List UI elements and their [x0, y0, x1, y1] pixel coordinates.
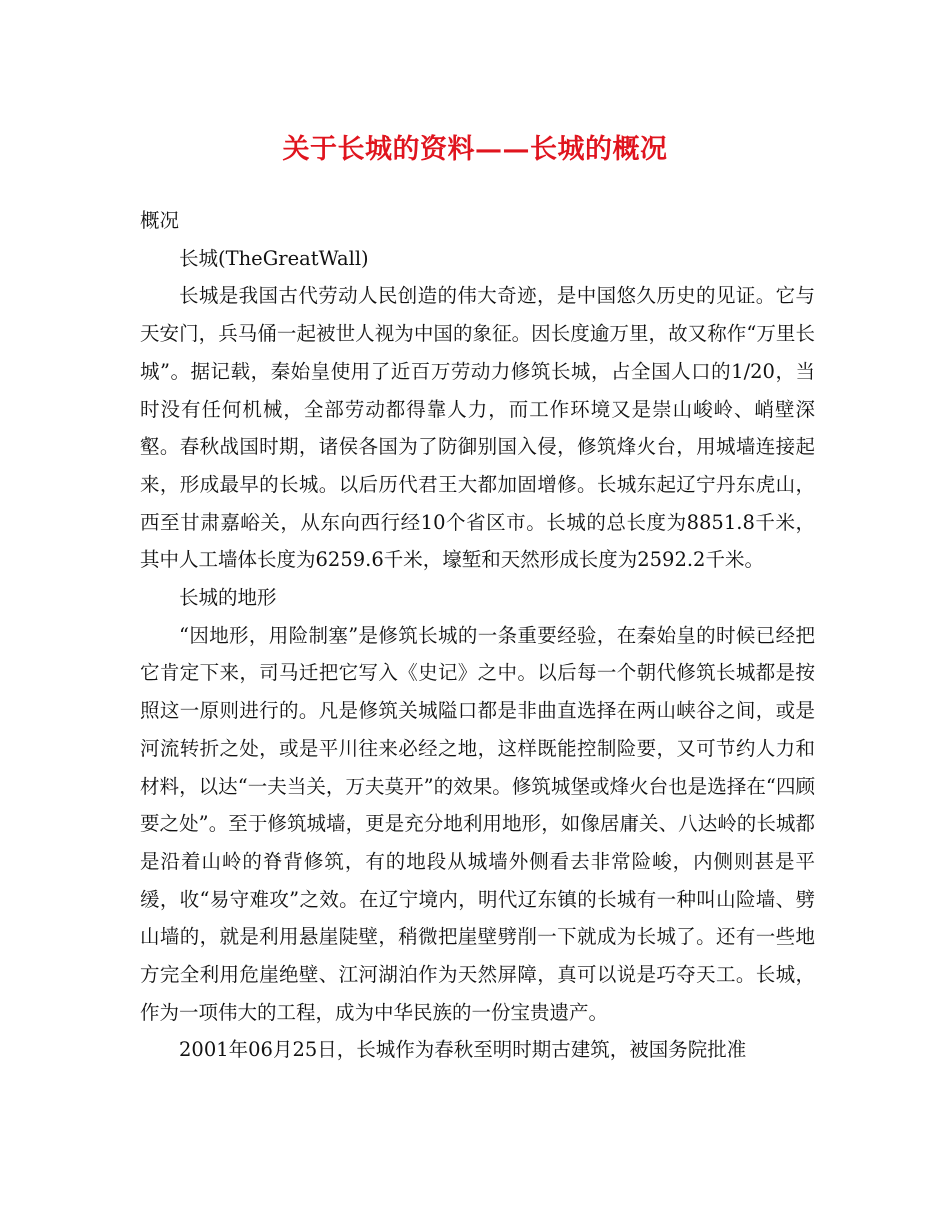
- paragraph-english-name: 长城(TheGreatWall): [179, 246, 369, 270]
- section-heading-terrain: 长城的地形: [179, 586, 277, 610]
- paragraph-introduction: 长城是我国古代劳动人民创造的伟大奇迹，是中国悠久历史的见证。它与天安门，兵马俑一起被世人视为中国的象征。因长度逾万里，故又称作“万里长城”。据记载，秦始皇使用了近百万劳动力修筑长城，占全国人口的1/20，当时没有任何机械，全部劳动都得靠人力，而工作环境又是崇山峻岭、峭壁深壑。春秋战国时期，诸侯各国为了防御别国入侵，修筑烽火台，用城墙连接起来，形成最早的长城。以后历代君王大都加固增修。长城东起辽宁丹东虎山，西至甘肃嘉峪关，从东向西行经10个省区市。长城的总长度为8851.8千米，其中人工墙体长度为6259.6千米，壕堑和天然形成长度为2592.2千米。: [140, 284, 815, 572]
- paragraph-terrain: “因地形，用险制塞”是修筑长城的一条重要经验，在秦始皇的时候已经把它肯定下来，司马迁把它写入《史记》之中。以后每一个朝代修筑长城都是按照这一原则进行的。凡是修筑关城隘口都是非曲直选择在两山峡谷之间，或是河流转折之处，或是平川往来必经之地，这样既能控制险要，又可节约人力和材料，以达“一夫当关，万夫莫开”的效果。修筑城堡或烽火台也是选择在“四顾要之处”。至于修筑城墙，更是充分地利用地形，如像居庸关、八达岭的长城都是沿着山岭的脊背修筑，有的地段从城墙外侧看去非常险峻，内侧则甚是平缓，收“易守难攻”之效。在辽宁境内，明代辽东镇的长城有一种叫山险墙、劈山墙的，就是利用悬崖陡壁，稍微把崖壁劈削一下就成为长城了。还有一些地方完全利用危崖绝壁、江河湖泊作为天然屏障，真可以说是巧夺天工。长城，作为一项伟大的工程，成为中华民族的一份宝贵遗产。: [140, 623, 815, 1024]
- document-title: 关于长城的资料——长城的概况: [282, 134, 668, 165]
- section-heading-overview: 概况: [140, 209, 180, 232]
- paragraph-heritage: 2001年06月25日，长城作为春秋至明时期古建筑，被国务院批准: [179, 1038, 747, 1062]
- document-body: [140, 202, 815, 1069]
